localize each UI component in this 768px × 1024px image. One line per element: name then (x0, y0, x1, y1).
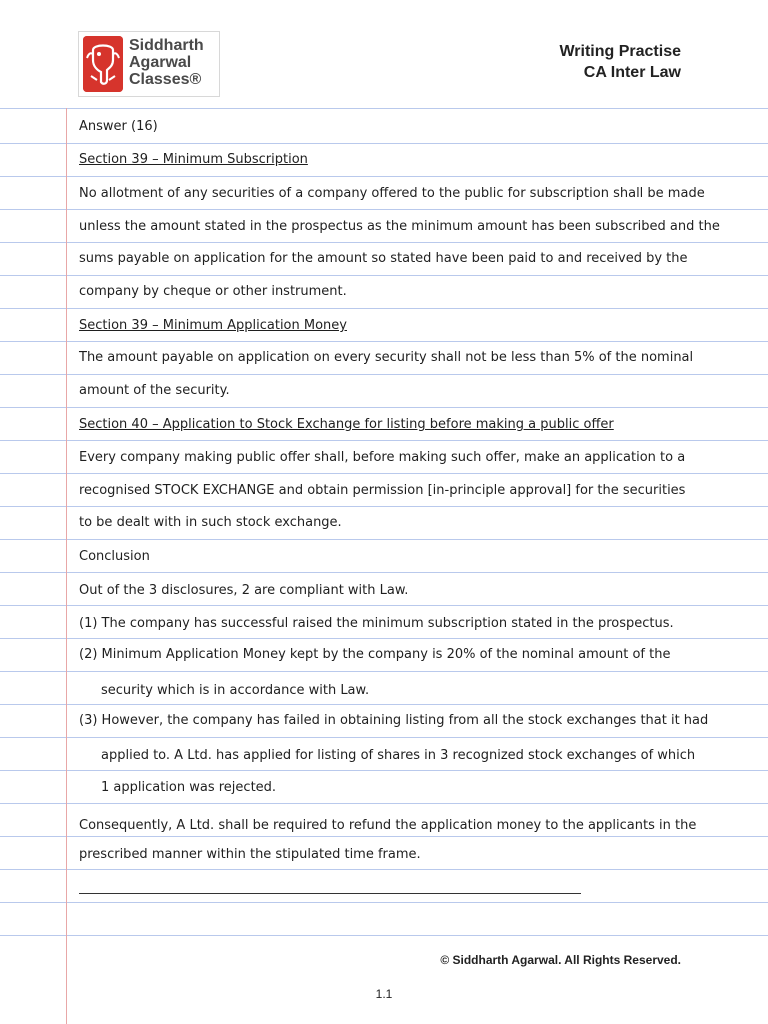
section-39-application-money-heading: Section 39 – Minimum Application Money (79, 318, 347, 333)
point-1: (1) The company has successful raised the minimum subscription stated in the prospectus. (79, 616, 674, 631)
point-2-line: (2) Minimum Application Money kept by the company is 20% of the nominal amount of the (79, 647, 671, 662)
answer-heading: Answer (16) (79, 119, 158, 134)
brand-name (129, 37, 204, 88)
point-2-line: security which is in accordance with Law. (101, 683, 370, 698)
end-divider (79, 893, 581, 894)
title-line-2: CA Inter Law (583, 64, 681, 81)
paragraph-line: unless the amount stated in the prospectus as the minimum amount has been subscribed and the (79, 219, 720, 234)
section-39-subscription-heading: Section 39 – Minimum Subscription (79, 152, 308, 167)
paragraph-line: No allotment of any securities of a company offered to the public for subscription shall be made (79, 186, 705, 201)
conclusion-heading: Conclusion (79, 549, 150, 564)
copyright-notice: © Siddharth Agarwal. All Rights Reserved. (440, 953, 681, 967)
paragraph-line: company by cheque or other instrument. (79, 284, 347, 299)
brand-line-1: Siddharth (129, 37, 204, 54)
point-3-line: (3) However, the company has failed in obtaining listing from all the stock exchanges that it had (79, 713, 709, 728)
paragraph-line: sums payable on application for the amount so stated have been paid to and received by the (79, 251, 688, 266)
ganesha-icon (83, 36, 123, 92)
margin-line (66, 108, 67, 1024)
conclusion-intro: Out of the 3 disclosures, 2 are compliant with Law. (79, 583, 409, 598)
point-3-line: applied to. A Ltd. has applied for listing of shares in 3 recognized stock exchanges of which (101, 748, 696, 763)
paragraph-line: amount of the security. (79, 383, 230, 398)
paragraph-line: The amount payable on application on every security shall not be less than 5% of the nominal (79, 350, 694, 365)
paragraph-line: Every company making public offer shall, before making such offer, make an application to a (79, 450, 686, 465)
title-line-1: Writing Practise (559, 43, 681, 60)
paragraph-line: to be dealt with in such stock exchange. (79, 515, 342, 530)
brand-line-3: Classes® (129, 71, 202, 88)
document-title (559, 41, 681, 83)
paragraph-line: recognised STOCK EXCHANGE and obtain permission [in-principle approval] for the securities (79, 483, 686, 498)
consequence-line: Consequently, A Ltd. shall be required to refund the application money to the applicants in the (79, 818, 697, 833)
section-40-heading: Section 40 – Application to Stock Exchange for listing before making a public offer (79, 417, 614, 432)
point-3-line: 1 application was rejected. (101, 780, 277, 795)
page-number: 1.1 (375, 987, 393, 1001)
brand-line-2: Agarwal (129, 54, 192, 71)
consequence-line: prescribed manner within the stipulated time frame. (79, 847, 421, 862)
brand-logo (78, 31, 220, 97)
